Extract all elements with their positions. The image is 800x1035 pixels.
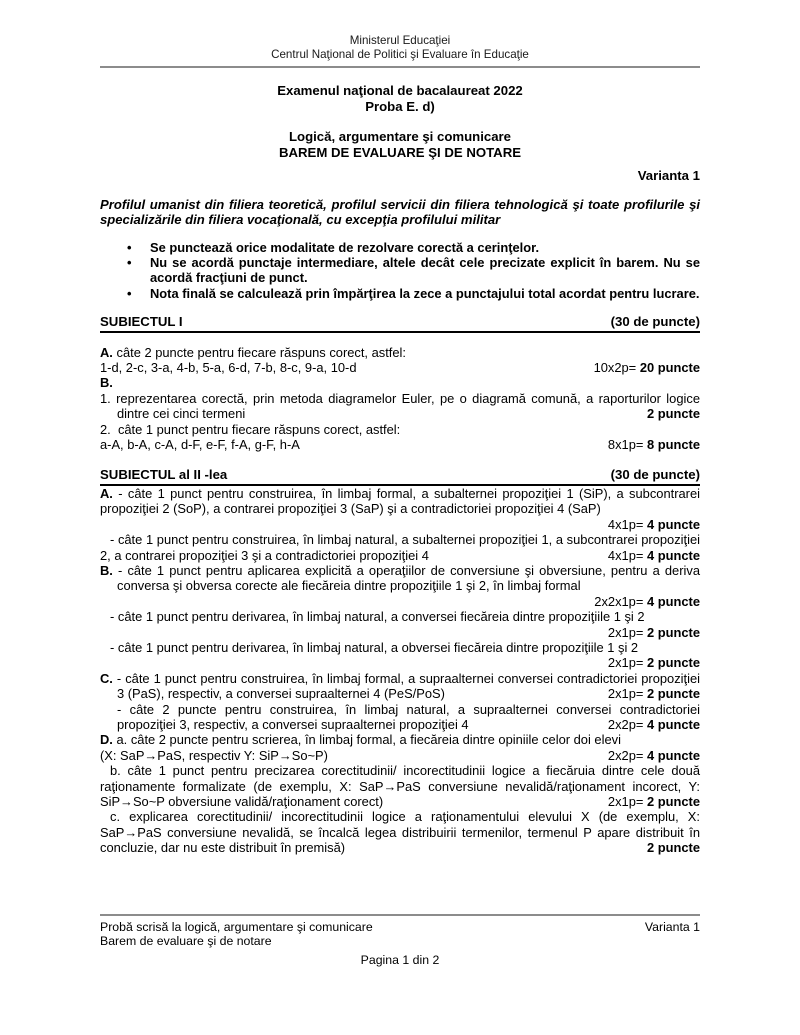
points — [608, 748, 700, 763]
points-formula: 2x1p= — [607, 686, 644, 702]
points — [607, 686, 700, 702]
points-value: 4 puncte — [646, 547, 700, 563]
points-formula: 8x1p= — [607, 437, 644, 453]
points-value: 2 puncte — [646, 686, 700, 702]
points-value: 4 puncte — [646, 516, 700, 532]
rule-item — [100, 240, 700, 255]
points-value: 20 puncte — [639, 360, 700, 376]
discipline-title-block — [100, 129, 700, 160]
item-text: câte 1 punct pentru fiecare răspuns corect, astfel: — [117, 421, 401, 437]
subject2-total-points: (30 de puncte) — [610, 467, 700, 483]
scoring-item — [100, 375, 700, 390]
subject2-title: SUBIECTUL al II -lea — [100, 467, 228, 483]
ministry-name: Ministerul Educaţiei — [349, 34, 451, 47]
scoring-item — [100, 609, 700, 624]
points-formula: 2x1p= — [607, 794, 644, 809]
bullet-icon: • — [127, 285, 132, 301]
footer-probe-title: Probă scrisă la logică, argumentare şi comunicare — [100, 919, 373, 934]
rule-text: Se punctează orice modalitate de rezolvare corectă a cerinţelor. — [150, 239, 540, 255]
item-text: - câte 1 punct pentru aplicarea explicită a operaţiilor de conversiune şi obversiune, pentru a deriva conversa şi obversa corecte ale fiecăreia dintre propoziţiile 1 şi 2, în limbaj formal — [117, 562, 700, 594]
probe-title: Proba E. d) — [365, 98, 435, 114]
answers: a-A, b-A, c-A, d-F, e-F, f-A, g-F, h-A — [100, 437, 300, 453]
points — [100, 517, 700, 532]
rule-item — [100, 286, 700, 301]
center-name: Centrul Naţional de Politici şi Evaluare în Educaţie — [271, 47, 529, 61]
points — [598, 548, 700, 563]
points — [594, 360, 700, 375]
subject2-body — [100, 486, 700, 856]
subject1-total-points: (30 de puncte) — [610, 314, 700, 330]
footer-row — [100, 920, 700, 935]
subject1-heading — [100, 314, 700, 332]
points-value: 4 puncte — [646, 593, 700, 609]
points-value: 2 puncte — [646, 655, 700, 671]
footer-variant: Varianta 1 — [644, 919, 700, 934]
answer-line — [100, 437, 700, 452]
item-text: - câte 1 punct pentru construirea, în limbaj formal, a supraalternei conversei contradictoriei propoziţiei 3 (PaS), respectiv, a conversei supraalternei 4 (PeS/PoS) — [116, 670, 700, 702]
general-rules — [100, 240, 700, 302]
exam-title: Examenul naţional de bacalaureat 2022 — [277, 83, 523, 98]
points — [598, 794, 700, 809]
scoring-item — [100, 345, 700, 360]
points — [100, 594, 700, 609]
item-text: c. explicarea corectitudinii/ incorectitudinii logice a raţionamentului elevului X (de exemplu, X: SaP→PaS conversiune nevalidă, se încalcă legea distribuirii termenilor, termenul P apare distribuit în concluzie, dar nu este distribuit în premisă) — [100, 809, 700, 856]
scoring-item — [100, 486, 700, 517]
scoring-item — [100, 671, 700, 702]
points — [637, 840, 700, 855]
scoring-item — [100, 640, 700, 655]
points-value: 4 puncte — [646, 716, 700, 732]
points-value: 2 puncte — [646, 624, 700, 640]
scoring-item — [100, 748, 700, 763]
item-text: - câte 1 punct pentru construirea, în limbaj formal, a subalternei propoziţiei 1 (SiP), a subcontrarei propoziţiei 2 (SoP), a contrarei propoziţiei 3 (SaP) şi a contradictoriei propoziţiei 4 (SaP) — [100, 485, 700, 517]
points-value: 2 puncte — [646, 840, 700, 856]
points-value: 2 puncte — [646, 794, 700, 809]
points — [646, 406, 700, 422]
scoring-item — [100, 809, 700, 855]
page-footer — [100, 914, 700, 968]
subject1-title: SUBIECTUL I — [100, 314, 183, 330]
points-formula: 2x2x1p= — [594, 593, 644, 609]
points — [100, 655, 700, 670]
points — [608, 437, 700, 452]
points-formula: 2x2p= — [607, 747, 644, 763]
item-label: C. — [100, 670, 113, 686]
scoring-item — [100, 422, 700, 437]
header-rule — [100, 66, 700, 68]
item-text: reprezentarea corectă, prin metoda diagramelor Euler, pe o diagramă comună, a raporturilor logice dintre cei cinci termeni — [116, 390, 700, 422]
scoring-item — [100, 391, 700, 422]
points-value: 8 puncte — [646, 437, 700, 453]
points-value: 4 puncte — [646, 747, 700, 763]
subject1-body — [100, 345, 700, 453]
points-formula: 10x2p= — [593, 360, 637, 376]
points — [608, 717, 700, 732]
item-text: - câte 2 puncte pentru construirea, în limbaj natural, a supraalternei conversei contradictoriei propoziţiei 3, respectiv, a conversei supraalternei propoziţiei 4 — [117, 701, 700, 732]
item-label: D. — [100, 732, 113, 748]
points-formula: 4x1p= — [607, 547, 644, 563]
points-formula: 2x1p= — [607, 655, 644, 671]
item-text: a. câte 2 puncte pentru scrierea, în limbaj formal, a fiecăreia dintre opiniile celor doi elevi — [116, 732, 621, 748]
answers: 1-d, 2-c, 3-a, 4-b, 5-a, 6-d, 7-b, 8-c, 9-a, 10-d — [100, 360, 357, 376]
item-text: (X: SaP→PaS, respectiv Y: SiP→So~P) — [100, 747, 328, 763]
barem-title: BAREM DE EVALUARE ŞI DE NOTARE — [278, 144, 522, 160]
subject2-heading — [100, 467, 700, 485]
scoring-item — [100, 732, 700, 747]
page-number: Pagina 1 din 2 — [360, 952, 440, 967]
scoring-item — [100, 702, 700, 733]
item-text: - câte 1 punct pentru derivarea, în limbaj natural, a obversei fiecăreia dintre propoziţiile 1 şi 2 — [110, 639, 639, 655]
points-formula: 4x1p= — [607, 516, 644, 532]
points-formula: 2x2p= — [607, 716, 644, 732]
item-text: - câte 1 punct pentru derivarea, în limbaj natural, a conversei fiecăreia dintre propoziţiile 1 şi 2 — [110, 609, 645, 625]
points-value: 2 puncte — [646, 406, 700, 422]
item-text: b. câte 1 punct pentru precizarea corectitudinii/ incorectitudinii logice a fiecăruia dintre cele două raţionamente formalizate (de exemplu, X: SaP→PaS conversiune nevalidă/raţionament incorect, Y: SiP→So~P obversiune validă/raţionament corect) — [100, 763, 700, 809]
item-label: B. — [100, 375, 113, 391]
rule-text: Nota finală se calculează prin împărţirea la zece a punctajului total acordat pentru lucrare. — [150, 285, 700, 301]
item-label: 2. — [100, 421, 111, 437]
scoring-item — [100, 532, 700, 563]
rule-item — [100, 255, 700, 286]
discipline-title: Logică, argumentare şi comunicare — [288, 129, 512, 145]
variant-label: Varianta 1 — [637, 168, 700, 184]
points — [100, 625, 700, 640]
item-label: B. — [100, 562, 113, 578]
scoring-item — [100, 763, 700, 809]
scoring-item — [100, 563, 700, 594]
rule-text: Nu se acordă punctaje intermediare, altele decât cele precizate explicit în barem. Nu se acordă fracţiuni de punct. — [150, 255, 700, 286]
profile-note: Profilul umanist din filiera teoretică, profilul servicii din filiera tehnologică şi toate profilurile şi specializările din filiera vocaţională, cu excepţia profilului militar — [100, 196, 700, 228]
item-label: 1. — [100, 390, 111, 406]
points-formula: 2x1p= — [607, 624, 644, 640]
item-text: - câte 1 punct pentru construirea, în limbaj natural, a subalternei propoziţiei 1, a subcontrarei propoziţiei 2, a contrarei propoziţiei 3 şi a contradictoriei propoziţiei 4 — [100, 532, 700, 563]
exam-title-block — [100, 83, 700, 114]
bullet-icon: • — [127, 255, 132, 270]
answer-line — [100, 360, 700, 375]
footer-barem-title: Barem de evaluare şi de notare — [100, 934, 272, 949]
item-label: A. — [100, 485, 113, 501]
item-text: câte 2 puncte pentru fiecare răspuns corect, astfel: — [116, 344, 406, 360]
footer-rule — [100, 914, 700, 916]
item-label: A. — [100, 344, 113, 360]
bullet-icon: • — [127, 239, 132, 255]
